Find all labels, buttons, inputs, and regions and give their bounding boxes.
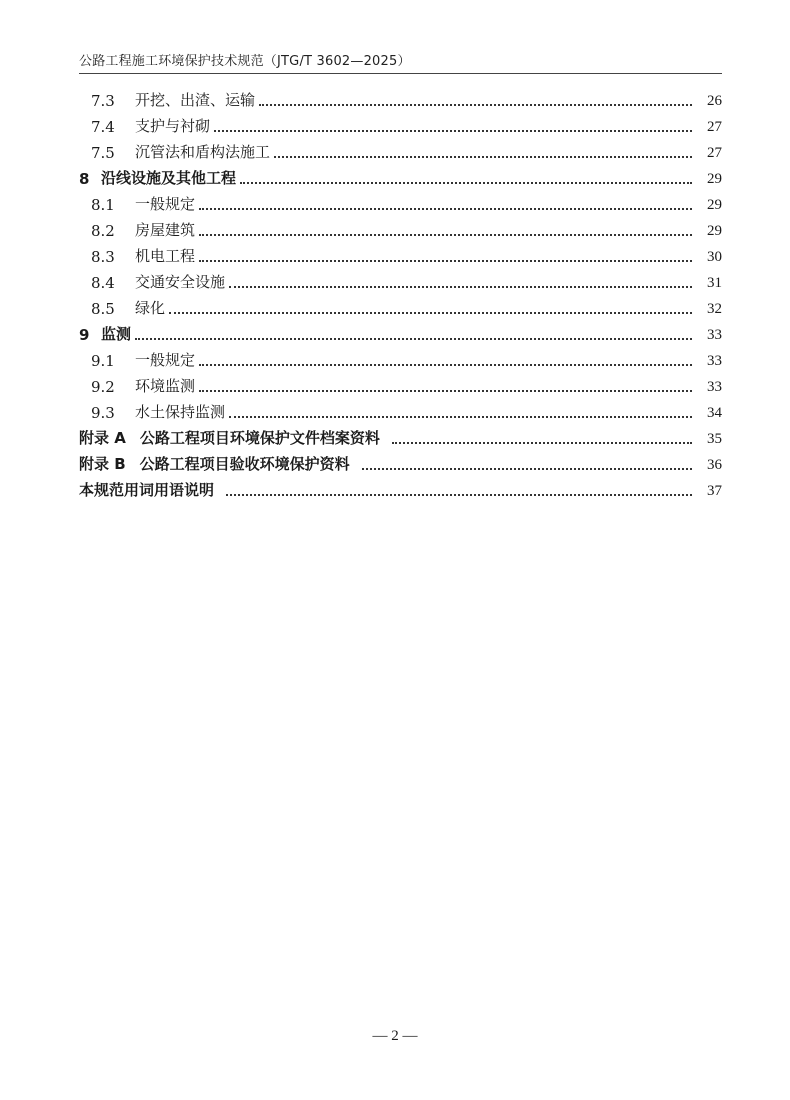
toc-entry-page: 33	[707, 353, 722, 369]
toc-dot-leader	[214, 129, 692, 132]
toc-entry-9-1[interactable]	[79, 344, 722, 370]
toc-dot-leader	[135, 337, 692, 340]
running-header	[79, 47, 722, 74]
toc-entry-page: 31	[707, 275, 722, 291]
toc-entry-title: 环境监测	[135, 377, 196, 395]
page-number: — 2 —	[372, 1028, 418, 1044]
toc-entry-page: 27	[707, 145, 722, 161]
toc-entry-number: 8.1	[91, 196, 115, 214]
toc-dot-leader	[199, 363, 692, 366]
toc-appendix-b[interactable]	[79, 448, 722, 474]
toc-entry-8-4[interactable]	[79, 266, 722, 292]
toc-dot-leader	[259, 103, 692, 106]
toc-entry-page: 29	[707, 223, 722, 239]
toc-entry-title: 本规范用词用语说明	[79, 481, 215, 499]
toc-dot-leader	[199, 259, 692, 262]
toc-entry-number: 8.2	[91, 222, 115, 240]
toc-chapter-9[interactable]	[79, 318, 722, 344]
toc-entry-8-2[interactable]	[79, 214, 722, 240]
toc-entry-number: 9.3	[91, 404, 115, 422]
toc-entry-page: 33	[707, 379, 722, 395]
toc-chapter-title: 监测	[101, 325, 132, 343]
toc-entry-title: 开挖、出渣、运输	[135, 91, 256, 109]
toc-entry-9-2[interactable]	[79, 370, 722, 396]
toc-chapter-number: 9	[79, 326, 90, 344]
toc-dot-leader	[169, 311, 692, 314]
toc-dot-leader	[392, 441, 692, 444]
toc-terminology-explanation[interactable]	[79, 474, 722, 500]
toc-appendix-label: 附录 A	[79, 429, 126, 447]
toc-dot-leader	[229, 285, 692, 288]
toc-entry-title: 沉管法和盾构法施工	[135, 143, 271, 161]
toc-entry-title: 一般规定	[135, 351, 196, 369]
toc-entry-page: 35	[707, 431, 722, 447]
toc-entry-8-1[interactable]	[79, 188, 722, 214]
toc-entry-page: 27	[707, 119, 722, 135]
toc-chapter-title: 沿线设施及其他工程	[101, 169, 237, 187]
toc-entry-7-4[interactable]	[79, 110, 722, 136]
toc-appendix-a[interactable]	[79, 422, 722, 448]
toc-entry-title: 支护与衬砌	[135, 117, 211, 135]
toc-entry-title: 一般规定	[135, 195, 196, 213]
toc-entry-number: 8.3	[91, 248, 115, 266]
toc-dot-leader	[274, 155, 692, 158]
toc-dot-leader	[229, 415, 692, 418]
toc-entry-page: 29	[707, 197, 722, 213]
toc-entry-number: 8.4	[91, 274, 115, 292]
toc-entry-title: 水土保持监测	[135, 403, 226, 421]
toc-entry-page: 30	[707, 249, 722, 265]
toc-entry-number: 8.5	[91, 300, 115, 318]
toc-entry-page: 32	[707, 301, 722, 317]
toc-entry-page: 26	[707, 93, 722, 109]
toc-entry-page: 34	[707, 405, 722, 421]
running-title: 公路工程施工环境保护技术规范（JTG/T 3602—2025）	[79, 54, 411, 69]
toc-entry-number: 7.5	[91, 144, 115, 162]
toc-chapter-number: 8	[79, 170, 90, 188]
toc-entry-title: 交通安全设施	[135, 273, 226, 291]
toc-dot-leader	[199, 233, 692, 236]
toc-entry-7-3[interactable]	[79, 84, 722, 110]
toc-dot-leader	[199, 207, 692, 210]
toc-dot-leader	[362, 467, 692, 470]
toc-entry-9-3[interactable]	[79, 396, 722, 422]
toc-entry-number: 7.3	[91, 92, 115, 110]
toc-entry-title: 房屋建筑	[135, 221, 196, 239]
toc-entry-8-3[interactable]	[79, 240, 722, 266]
toc-dot-leader	[226, 493, 692, 496]
toc-entry-8-5[interactable]	[79, 292, 722, 318]
toc-dot-leader	[240, 181, 692, 184]
toc-dot-leader	[199, 389, 692, 392]
toc-entry-title: 机电工程	[135, 247, 196, 265]
toc-entry-title: 绿化	[135, 299, 166, 317]
toc-entry-page: 37	[707, 483, 722, 499]
toc-appendix-label: 附录 B	[79, 455, 126, 473]
toc-entry-number: 9.2	[91, 378, 115, 396]
toc-entry-page: 29	[707, 171, 722, 187]
toc-entry-7-5[interactable]	[79, 136, 722, 162]
table-of-contents	[79, 84, 722, 500]
toc-entry-number: 9.1	[91, 352, 115, 370]
toc-entry-page: 36	[707, 457, 722, 473]
toc-entry-page: 33	[707, 327, 722, 343]
toc-appendix-title: 公路工程项目环境保护文件档案资料	[139, 429, 380, 447]
toc-appendix-title: 公路工程项目验收环境保护资料	[139, 455, 350, 473]
toc-chapter-8[interactable]	[79, 162, 722, 188]
toc-entry-number: 7.4	[91, 118, 115, 136]
